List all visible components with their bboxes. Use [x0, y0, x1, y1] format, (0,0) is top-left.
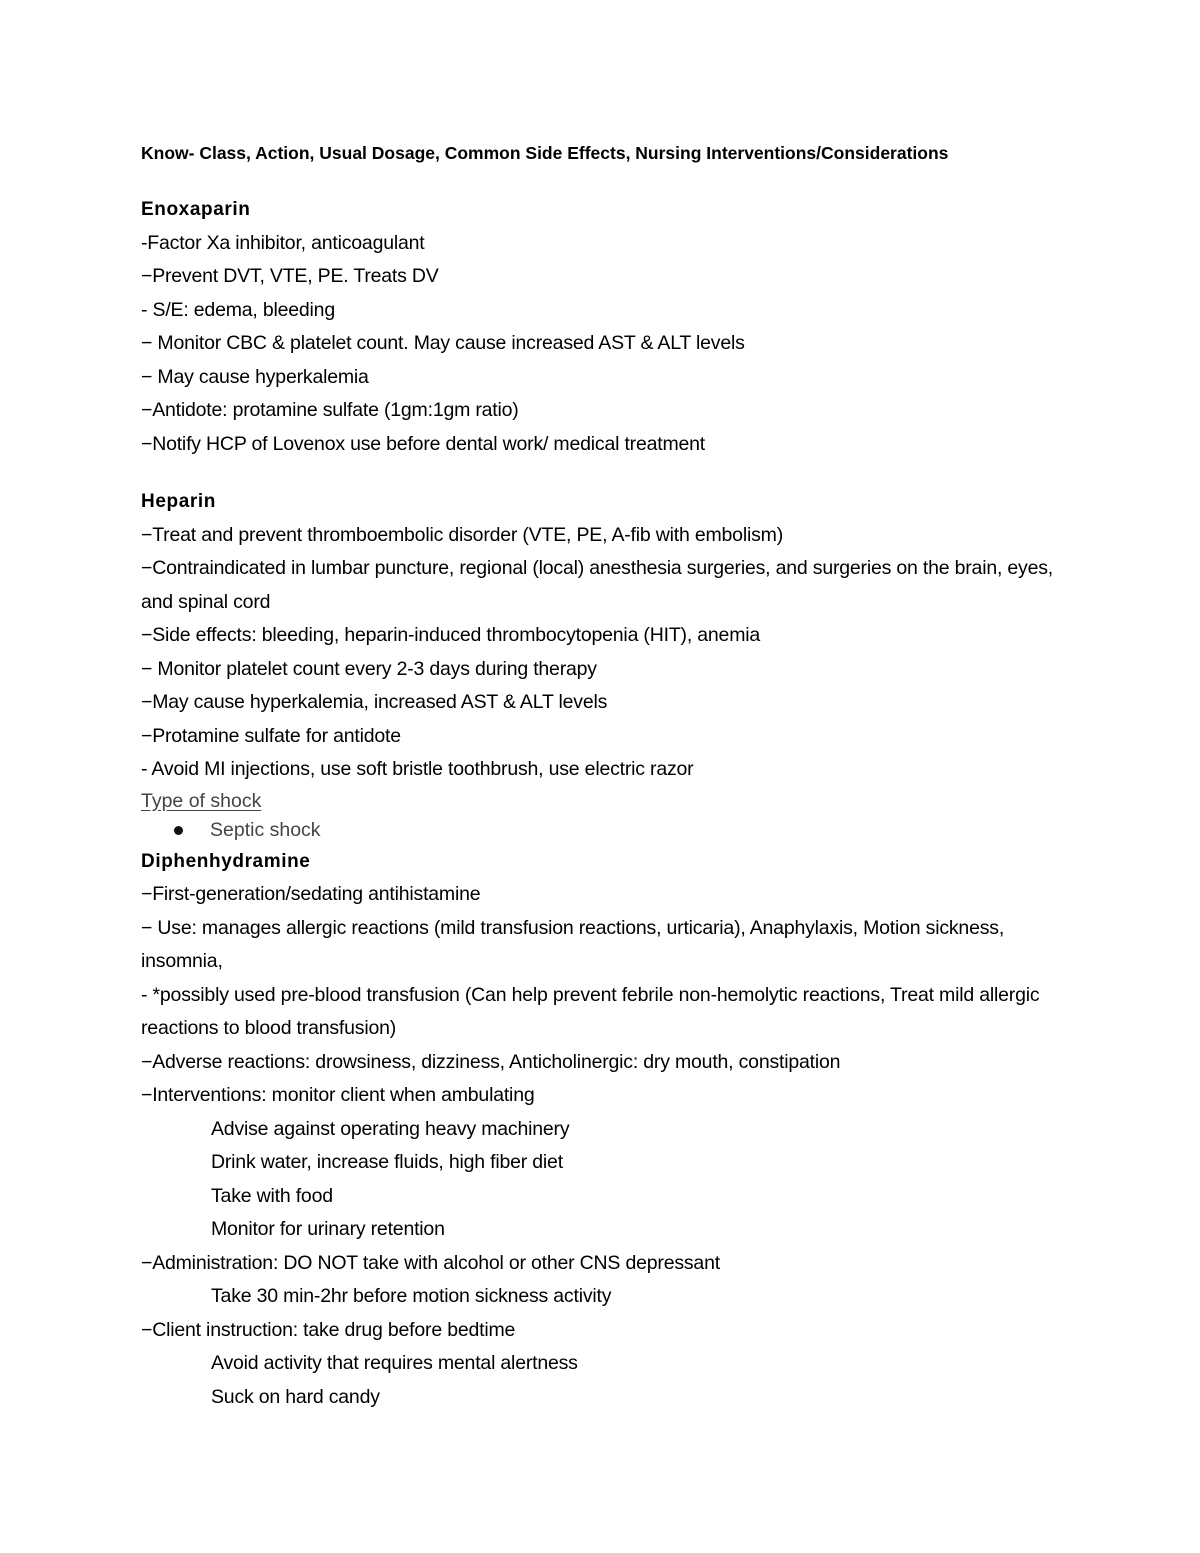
diphenhydramine-subline: Advise against operating heavy machinery [211, 1117, 570, 1140]
heparin-line: - Avoid MI injections, use soft bristle toothbrush, use electric razor [141, 758, 694, 780]
enoxaparin-line: − Monitor CBC & platelet count. May cause increased AST & ALT levels [141, 332, 745, 354]
section-title-heparin: Heparin [141, 491, 216, 512]
diphenhydramine-line: −First-generation/sedating antihistamine [141, 883, 481, 905]
enoxaparin-line: - S/E: edema, bleeding [141, 298, 335, 321]
diphenhydramine-line: −Client instruction: take drug before bedtime [141, 1318, 516, 1341]
diphenhydramine-subline: Drink water, increase fluids, high fiber diet [211, 1151, 563, 1173]
diphenhydramine-subline: Monitor for urinary retention [211, 1218, 445, 1240]
diphenhydramine-subline: Take 30 min-2hr before motion sickness activity [211, 1285, 612, 1307]
section-title-enoxaparin: Enoxaparin [141, 199, 251, 220]
enoxaparin-line: −Antidote: protamine sulfate (1gm:1gm ratio) [141, 399, 519, 421]
diphenhydramine-line: −Administration: DO NOT take with alcohol or other CNS depressant [141, 1251, 720, 1274]
section-heparin [141, 485, 1081, 845]
page-header: Know- Class, Action, Usual Dosage, Common Side Effects, Nursing Interventions/Considerations [141, 143, 949, 163]
section-spacer [141, 461, 1081, 485]
bullet-item-text: Septic shock [210, 818, 321, 841]
heparin-line: −Contraindicated in lumbar puncture, regional (local) anesthesia surgeries, and surgeries on the brain, eyes, and spinal cord [141, 557, 1054, 613]
heparin-line: −Side effects: bleeding, heparin-induced thrombocytopenia (HIT), anemia [141, 624, 761, 646]
heparin-line: −Treat and prevent thromboembolic disorder (VTE, PE, A-fib with embolism) [141, 523, 783, 546]
heparin-line: −May cause hyperkalemia, increased AST & ALT levels [141, 691, 608, 713]
enoxaparin-line: −Notify HCP of Lovenox use before dental work/ medical treatment [141, 432, 706, 455]
enoxaparin-line: −Prevent DVT, VTE, PE. Treats DV [141, 265, 439, 287]
diphenhydramine-line: - *possibly used pre-blood transfusion (Can help prevent febrile non-hemolytic reactions, Treat mild allergic reactions to blood transfusion) [141, 983, 1040, 1039]
shock-type-label: Type of shock [141, 789, 262, 812]
section-title-diphenhydramine: Diphenhydramine [141, 850, 311, 872]
heparin-line: − Monitor platelet count every 2-3 days during therapy [141, 657, 597, 680]
enoxaparin-line: -Factor Xa inhibitor, anticoagulant [141, 231, 425, 254]
diphenhydramine-line: −Adverse reactions: drowsiness, dizziness, Anticholinergic: dry mouth, constipation [141, 1050, 841, 1073]
diphenhydramine-line: −Interventions: monitor client when ambulating [141, 1084, 535, 1106]
document-body [141, 140, 1081, 1414]
heparin-line: −Protamine sulfate for antidote [141, 724, 401, 747]
enoxaparin-line: − May cause hyperkalemia [141, 365, 369, 388]
diphenhydramine-subline: Take with food [211, 1184, 333, 1207]
bullet-list-item [141, 816, 1081, 845]
diphenhydramine-subline: Suck on hard candy [211, 1385, 380, 1408]
bullet-icon [174, 826, 183, 835]
section-diphenhydramine [141, 845, 1081, 1415]
diphenhydramine-subline: Avoid activity that requires mental alertness [211, 1352, 578, 1374]
section-enoxaparin [141, 193, 1081, 461]
diphenhydramine-line: − Use: manages allergic reactions (mild transfusion reactions, urticaria), Anaphylaxis, Motion sickness, insomnia, [141, 916, 1005, 972]
